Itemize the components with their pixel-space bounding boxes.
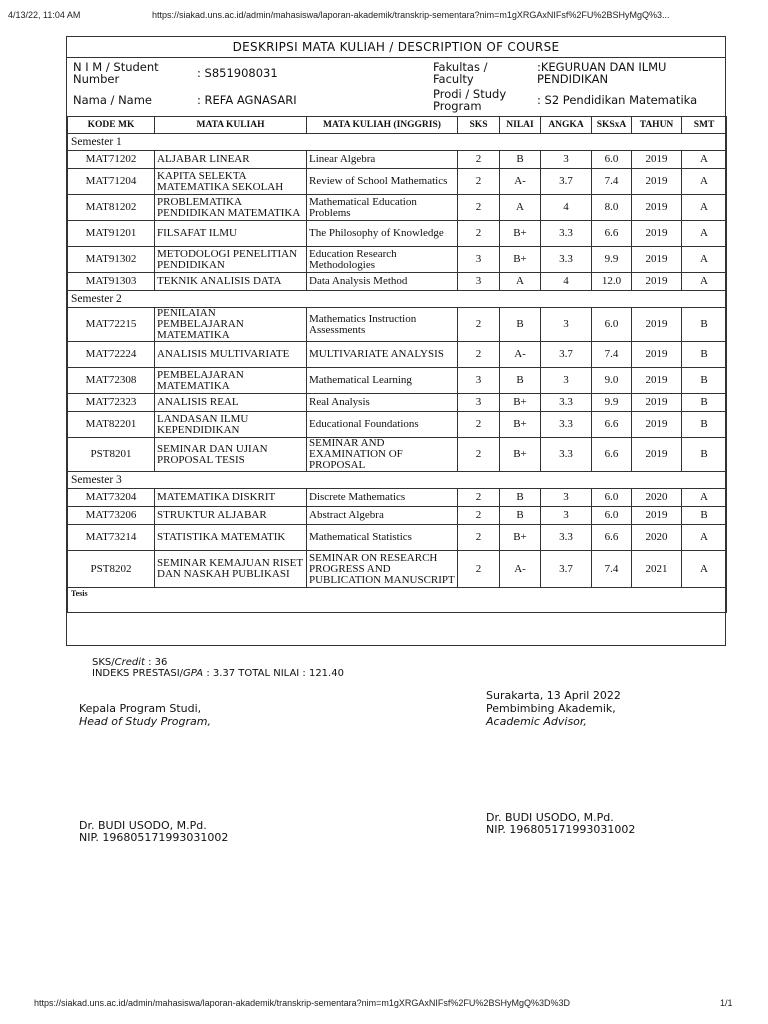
cell-mata-kuliah: ANALISIS REAL: [155, 394, 307, 412]
cell-smt: A: [682, 195, 727, 221]
cell-angka: 3.7: [541, 551, 592, 588]
cell-smt: B: [682, 308, 727, 342]
cell-kode-mk: MAT71204: [68, 169, 155, 195]
col-header-tahun: TAHUN: [632, 117, 682, 134]
print-url: https://siakad.uns.ac.id/admin/mahasiswa/laporan-akademik/transkrip-sementara?nim=m1gXRGAxNIFsf%2FU%2BSHyMgQ%3...: [152, 10, 670, 20]
semester-row: [68, 472, 727, 489]
cell-nilai: A: [500, 273, 541, 291]
cell-kode-mk: MAT81202: [68, 195, 155, 221]
cell-mata-kuliah: MATEMATIKA DISKRIT: [155, 489, 307, 507]
cell-kode-mk: MAT73206: [68, 507, 155, 525]
cell-smt: B: [682, 394, 727, 412]
table-row: [68, 247, 727, 273]
col-header-smt: SMT: [682, 117, 727, 134]
cell-angka: 3.7: [541, 342, 592, 368]
cell-sks: 2: [458, 342, 500, 368]
cell-mata-kuliah: SEMINAR DAN UJIAN PROPOSAL TESIS: [155, 438, 307, 472]
cell-kode-mk: PST8202: [68, 551, 155, 588]
course-description-box: [66, 36, 726, 646]
footer-url: https://siakad.uns.ac.id/admin/mahasiswa/laporan-akademik/transkrip-sementara?nim=m1gXRGAxNIFsf%2FU%2BSHyMgQ%3D%3D: [34, 998, 570, 1008]
cell-mata-kuliah: TEKNIK ANALISIS DATA: [155, 273, 307, 291]
academic-advisor-role: Pembimbing Akademik,: [486, 702, 616, 715]
prodi-label: Prodi / Study Program: [433, 87, 507, 113]
page-number: 1/1: [720, 998, 733, 1008]
table-row: [68, 551, 727, 588]
cell-angka: 3.3: [541, 438, 592, 472]
cell-sks: 3: [458, 368, 500, 394]
cell-smt: B: [682, 507, 727, 525]
cell-kode-mk: MAT72323: [68, 394, 155, 412]
cell-kode-mk: MAT73214: [68, 525, 155, 551]
credit-summary-prefix: SKS/: [92, 657, 115, 668]
cell-angka: 3: [541, 308, 592, 342]
academic-advisor-role-en: Academic Advisor,: [486, 715, 587, 728]
cell-angka: 3.3: [541, 247, 592, 273]
cell-sksxa: 7.4: [592, 342, 632, 368]
head-name: Dr. BUDI USODO, M.Pd.: [79, 819, 207, 832]
cell-sks: 2: [458, 438, 500, 472]
cell-smt: B: [682, 412, 727, 438]
cell-mata-kuliah-inggris: Review of School Mathematics: [307, 169, 458, 195]
cell-mata-kuliah: METODOLOGI PENELITIAN PENDIDIKAN: [155, 247, 307, 273]
cell-nilai: B+: [500, 412, 541, 438]
cell-smt: B: [682, 342, 727, 368]
nim-value: : S851908031: [197, 66, 278, 80]
cell-sks: 2: [458, 151, 500, 169]
cell-sksxa: 6.0: [592, 489, 632, 507]
cell-mata-kuliah-inggris: Discrete Mathematics: [307, 489, 458, 507]
table-row: [68, 342, 727, 368]
cell-nilai: B: [500, 151, 541, 169]
cell-sksxa: 6.0: [592, 151, 632, 169]
semester-label: Semester 2: [68, 291, 727, 308]
cell-sksxa: 6.6: [592, 525, 632, 551]
col-header-sks: SKS: [458, 117, 500, 134]
cell-sksxa: 6.6: [592, 438, 632, 472]
cell-mata-kuliah-inggris: Mathematical Education Problems: [307, 195, 458, 221]
cell-sksxa: 6.6: [592, 221, 632, 247]
cell-sks: 2: [458, 489, 500, 507]
cell-kode-mk: MAT72215: [68, 308, 155, 342]
cell-mata-kuliah-inggris: Education Research Methodologies: [307, 247, 458, 273]
name-label: Nama / Name: [73, 93, 153, 107]
cell-mata-kuliah: PEMBELAJARAN MATEMATIKA: [155, 368, 307, 394]
cell-angka: 3.3: [541, 412, 592, 438]
cell-mata-kuliah-inggris: Educational Foundations: [307, 412, 458, 438]
table-row: [68, 507, 727, 525]
place-date: Surakarta, 13 April 2022: [486, 689, 621, 702]
table-row: [68, 412, 727, 438]
cell-kode-mk: MAT72308: [68, 368, 155, 394]
cell-mata-kuliah: SEMINAR KEMAJUAN RISET DAN NASKAH PUBLIKASI: [155, 551, 307, 588]
cell-nilai: B+: [500, 247, 541, 273]
table-row: [68, 438, 727, 472]
advisor-name: Dr. BUDI USODO, M.Pd.: [486, 811, 614, 824]
cell-mata-kuliah: PENILAIAN PEMBELAJARAN MATEMATIKA: [155, 308, 307, 342]
cell-sksxa: 9.9: [592, 247, 632, 273]
cell-tahun: 2019: [632, 247, 682, 273]
col-header-sksxa: SKSxA: [592, 117, 632, 134]
cell-angka: 3.7: [541, 169, 592, 195]
credit-summary-italic: Credit: [114, 657, 145, 668]
table-row: [68, 368, 727, 394]
cell-smt: A: [682, 489, 727, 507]
col-header-nilai: NILAI: [500, 117, 541, 134]
cell-mata-kuliah-inggris: Linear Algebra: [307, 151, 458, 169]
cell-angka: 4: [541, 273, 592, 291]
tesis-row: [68, 588, 727, 613]
cell-mata-kuliah: KAPITA SELEKTA MATEMATIKA SEKOLAH: [155, 169, 307, 195]
cell-sks: 2: [458, 507, 500, 525]
cell-sksxa: 9.0: [592, 368, 632, 394]
cell-sks: 3: [458, 273, 500, 291]
cell-mata-kuliah-inggris: The Philosophy of Knowledge: [307, 221, 458, 247]
cell-mata-kuliah-inggris: Abstract Algebra: [307, 507, 458, 525]
cell-sksxa: 6.0: [592, 308, 632, 342]
cell-sksxa: 8.0: [592, 195, 632, 221]
cell-sksxa: 7.4: [592, 551, 632, 588]
cell-nilai: A-: [500, 342, 541, 368]
cell-mata-kuliah-inggris: Mathematical Statistics: [307, 525, 458, 551]
cell-mata-kuliah-inggris: MULTIVARIATE ANALYSIS: [307, 342, 458, 368]
cell-nilai: B: [500, 308, 541, 342]
table-row: [68, 169, 727, 195]
transcript-body: [68, 134, 727, 613]
cell-kode-mk: MAT91303: [68, 273, 155, 291]
transcript-table: [67, 116, 727, 613]
cell-nilai: B+: [500, 438, 541, 472]
table-row: [68, 221, 727, 247]
cell-sks: 2: [458, 195, 500, 221]
document-title: DESKRIPSI MATA KULIAH / DESCRIPTION OF COURSE: [67, 37, 725, 58]
semester-row: [68, 291, 727, 308]
cell-smt: A: [682, 551, 727, 588]
advisor-nip: NIP. 196805171993031002: [486, 823, 636, 836]
cell-nilai: A-: [500, 169, 541, 195]
gpa-summary-value: : 3.37 TOTAL NILAI : 121.40: [203, 668, 344, 679]
table-row: [68, 308, 727, 342]
cell-nilai: A-: [500, 551, 541, 588]
cell-tahun: 2019: [632, 412, 682, 438]
credit-summary: [92, 657, 167, 668]
faculty-value: :KEGURUAN DAN ILMU PENDIDIKAN: [537, 60, 667, 86]
cell-smt: A: [682, 525, 727, 551]
table-row: [68, 273, 727, 291]
cell-smt: B: [682, 368, 727, 394]
cell-mata-kuliah: ALJABAR LINEAR: [155, 151, 307, 169]
semester-row: [68, 134, 727, 151]
cell-angka: 3.3: [541, 525, 592, 551]
cell-sks: 2: [458, 221, 500, 247]
faculty-label: Fakultas / Faculty: [433, 60, 488, 86]
cell-tahun: 2021: [632, 551, 682, 588]
cell-tahun: 2019: [632, 308, 682, 342]
table-row: [68, 151, 727, 169]
cell-tahun: 2019: [632, 342, 682, 368]
cell-smt: A: [682, 247, 727, 273]
cell-angka: 3.3: [541, 394, 592, 412]
name-value: : REFA AGNASARI: [197, 93, 297, 107]
nim-label: N I M / Student Number: [73, 60, 159, 86]
cell-tahun: 2019: [632, 221, 682, 247]
cell-sks: 2: [458, 169, 500, 195]
print-datetime: 4/13/22, 11:04 AM: [8, 10, 81, 20]
cell-mata-kuliah: STATISTIKA MATEMATIK: [155, 525, 307, 551]
cell-mata-kuliah: ANALISIS MULTIVARIATE: [155, 342, 307, 368]
cell-nilai: B: [500, 507, 541, 525]
cell-smt: A: [682, 169, 727, 195]
tesis-label: Tesis: [68, 588, 727, 613]
cell-nilai: B: [500, 489, 541, 507]
col-header-mata-kuliah: MATA KULIAH: [155, 117, 307, 134]
prodi-value: : S2 Pendidikan Matematika: [537, 93, 698, 107]
cell-smt: A: [682, 151, 727, 169]
cell-kode-mk: MAT71202: [68, 151, 155, 169]
cell-mata-kuliah-inggris: SEMINAR ON RESEARCH PROGRESS AND PUBLICATION MANUSCRIPT: [307, 551, 458, 588]
credit-summary-value: : 36: [144, 657, 168, 668]
cell-sks: 2: [458, 551, 500, 588]
cell-tahun: 2019: [632, 394, 682, 412]
cell-tahun: 2019: [632, 169, 682, 195]
cell-angka: 3: [541, 489, 592, 507]
cell-tahun: 2019: [632, 507, 682, 525]
cell-sks: 2: [458, 308, 500, 342]
cell-sksxa: 6.6: [592, 412, 632, 438]
cell-kode-mk: MAT91201: [68, 221, 155, 247]
head-of-program-role: Kepala Program Studi,: [79, 702, 202, 715]
cell-nilai: B+: [500, 221, 541, 247]
cell-kode-mk: MAT91302: [68, 247, 155, 273]
cell-sksxa: 9.9: [592, 394, 632, 412]
cell-angka: 3: [541, 507, 592, 525]
table-header-row: [68, 117, 727, 134]
cell-tahun: 2019: [632, 195, 682, 221]
cell-angka: 3: [541, 368, 592, 394]
cell-sks: 2: [458, 412, 500, 438]
table-row: [68, 195, 727, 221]
col-header-angka: ANGKA: [541, 117, 592, 134]
cell-mata-kuliah-inggris: SEMINAR AND EXAMINATION OF PROPOSAL: [307, 438, 458, 472]
cell-sksxa: 12.0: [592, 273, 632, 291]
cell-mata-kuliah-inggris: Real Analysis: [307, 394, 458, 412]
cell-smt: A: [682, 221, 727, 247]
gpa-summary-prefix: INDEKS PRESTASI/: [92, 668, 184, 679]
semester-label: Semester 3: [68, 472, 727, 489]
cell-kode-mk: MAT82201: [68, 412, 155, 438]
cell-nilai: B+: [500, 525, 541, 551]
cell-tahun: 2019: [632, 151, 682, 169]
table-row: [68, 525, 727, 551]
cell-sksxa: 7.4: [592, 169, 632, 195]
cell-mata-kuliah: STRUKTUR ALJABAR: [155, 507, 307, 525]
cell-tahun: 2020: [632, 489, 682, 507]
head-of-program-role-en: Head of Study Program,: [79, 715, 211, 728]
gpa-summary: [92, 668, 344, 679]
cell-mata-kuliah-inggris: Data Analysis Method: [307, 273, 458, 291]
cell-mata-kuliah-inggris: Mathematical Learning: [307, 368, 458, 394]
table-row: [68, 489, 727, 507]
cell-sks: 3: [458, 247, 500, 273]
cell-angka: 3.3: [541, 221, 592, 247]
col-header-kode-mk: KODE MK: [68, 117, 155, 134]
cell-angka: 4: [541, 195, 592, 221]
cell-mata-kuliah: PROBLEMATIKA PENDIDIKAN MATEMATIKA: [155, 195, 307, 221]
head-nip: NIP. 196805171993031002: [79, 831, 229, 844]
cell-mata-kuliah: LANDASAN ILMU KEPENDIDIKAN: [155, 412, 307, 438]
cell-sks: 2: [458, 525, 500, 551]
cell-kode-mk: PST8201: [68, 438, 155, 472]
cell-sksxa: 6.0: [592, 507, 632, 525]
gpa-summary-italic: GPA: [183, 668, 204, 679]
cell-tahun: 2020: [632, 525, 682, 551]
cell-kode-mk: MAT72224: [68, 342, 155, 368]
cell-mata-kuliah-inggris: Mathematics Instruction Assessments: [307, 308, 458, 342]
cell-kode-mk: MAT73204: [68, 489, 155, 507]
table-row: [68, 394, 727, 412]
cell-nilai: A: [500, 195, 541, 221]
cell-tahun: 2019: [632, 438, 682, 472]
cell-smt: A: [682, 273, 727, 291]
cell-nilai: B+: [500, 394, 541, 412]
cell-angka: 3: [541, 151, 592, 169]
col-header-mata-kuliah-inggris: MATA KULIAH (INGGRIS): [307, 117, 458, 134]
cell-tahun: 2019: [632, 273, 682, 291]
cell-tahun: 2019: [632, 368, 682, 394]
cell-nilai: B: [500, 368, 541, 394]
cell-sks: 3: [458, 394, 500, 412]
semester-label: Semester 1: [68, 134, 727, 151]
cell-smt: B: [682, 438, 727, 472]
cell-mata-kuliah: FILSAFAT ILMU: [155, 221, 307, 247]
